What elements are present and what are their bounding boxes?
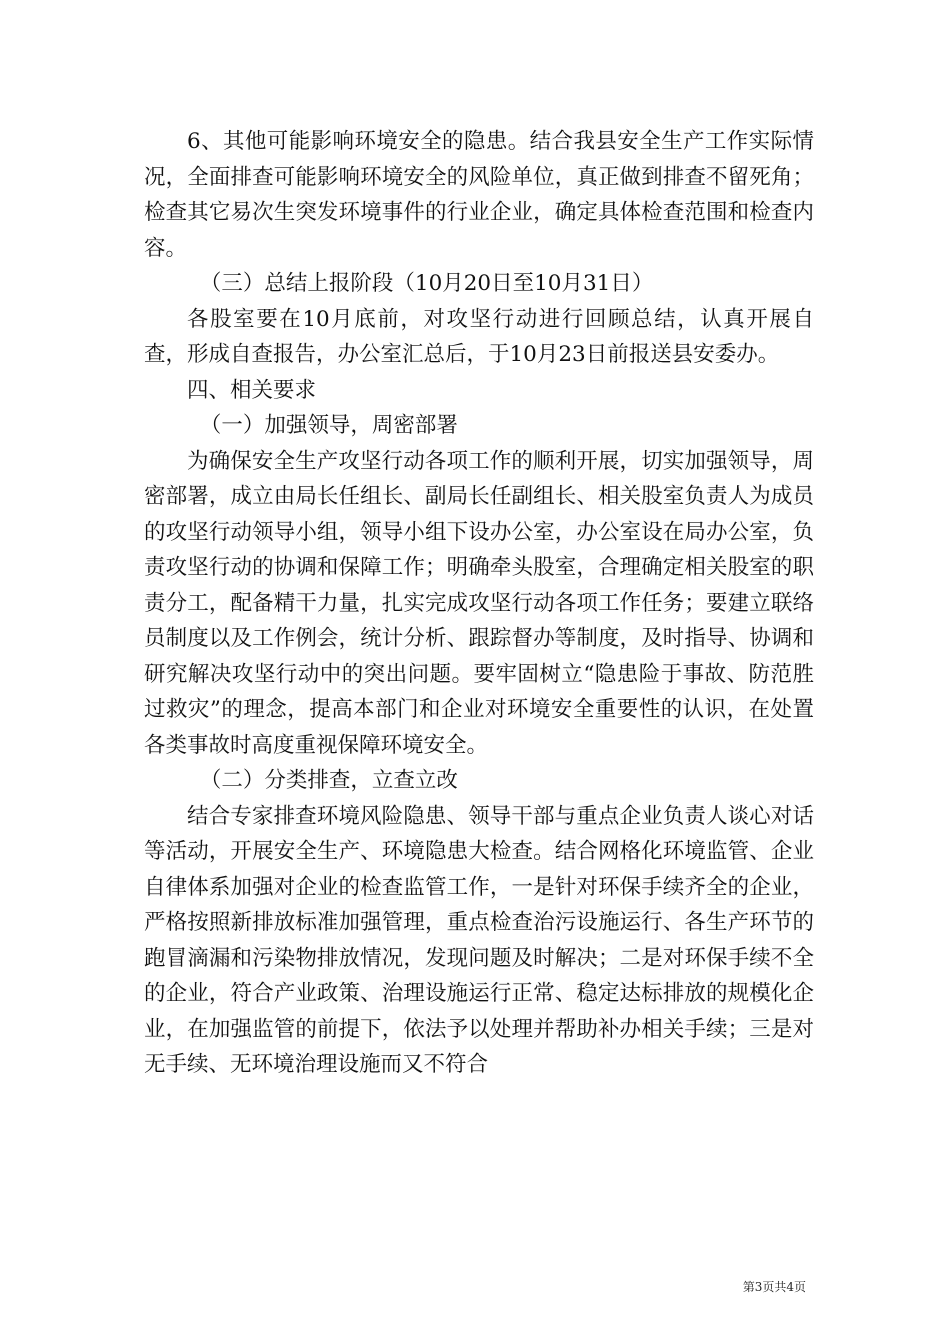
subheading-classified-inspection: （二）分类排查，立查立改 bbox=[199, 768, 458, 793]
document-body bbox=[144, 124, 814, 1083]
paragraph-leadership: 为确保安全生产攻坚行动各项工作的顺利开展，切实加强领导，周密部署，成立由局长任组长、副局长任副组长、相关股室负责人为成员的攻坚行动领导小组，领导小组下设办公室，办公室设在局办公室，负责攻坚行动的协调和保障工作；明确牵头股室，合理确定相关股室的职责分工，配备精干力量，扎实完成攻坚行动各项工作任务；要建立联络员制度以及工作例会，统计分析、跟踪督办等制度，及时指导、协调和研究解决攻坚行动中的突出问题。要牢固树立“隐患险于事故、防范胜过救灾”的理念，提高本部门和企业对环境安全重要性的认识，在处置各类事故时高度重视保障环境安全。 bbox=[144, 448, 814, 758]
section-heading-requirements: 四、相关要求 bbox=[187, 377, 317, 403]
paragraph-summary-report: 各股室要在10月底前，对攻坚行动进行回顾总结，认真开展自查，形成自查报告，办公室汇总后，于10月23日前报送县安委办。 bbox=[144, 306, 814, 367]
subheading-leadership: （一）加强领导，周密部署 bbox=[199, 413, 458, 438]
page-number: 第3页共4页 bbox=[742, 1280, 806, 1294]
paragraph-classified-inspection: 结合专家排查环境风险隐患、领导干部与重点企业负责人谈心对话等活动，开展安全生产、环境隐患大检查。结合网格化环境监管、企业自律体系加强对企业的检查监管工作，一是针对环保手续齐全的企业，严格按照新排放标准加强管理，重点检查治污设施运行、各生产环节的跑冒滴漏和污染物排放情况，发现问题及时解决；二是对环保手续不全的企业，符合产业政策、治理设施运行正常、稳定达标排放的规模化企业，在加强监管的前提下，依法予以处理并帮助补办相关手续；三是对无手续、无环境治理设施而又不符合 bbox=[144, 803, 814, 1077]
paragraph-item-6: 6、其他可能影响环境安全的隐患。结合我县安全生产工作实际情况，全面排查可能影响环境安全的风险单位，真正做到排查不留死角；检查其它易次生突发环境事件的行业企业，确定具体检查范围和检查内容。 bbox=[144, 129, 814, 261]
section-heading-summary-stage: （三）总结上报阶段（10月20日至10月31日） bbox=[199, 271, 654, 296]
